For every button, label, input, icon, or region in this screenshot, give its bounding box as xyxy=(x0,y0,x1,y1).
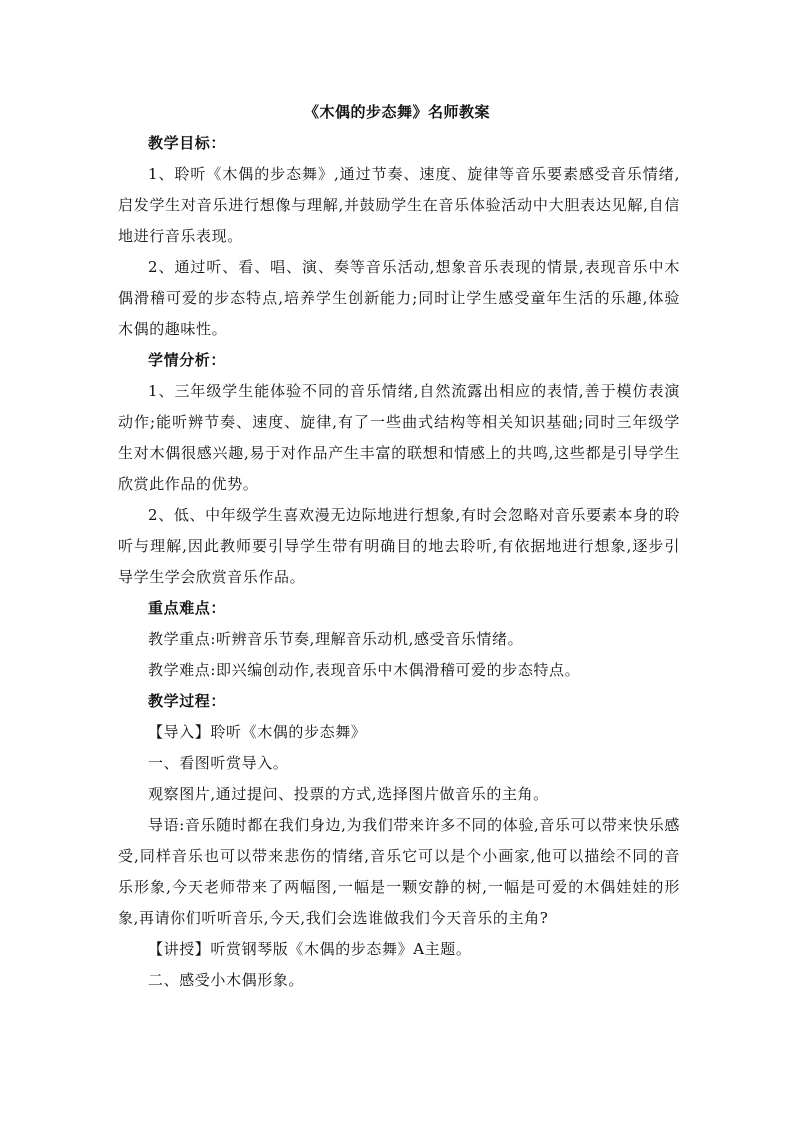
body-paragraph: 2、通过听、看、唱、演、奏等音乐活动,想象音乐表现的情景,表现音乐中木偶滑稽可爱的步态特点,培养学生创新能力;同时让学生感受童年生活的乐趣,体验木偶的趣味性。 xyxy=(118,258,680,338)
section-heading-key-points: 重点难点： xyxy=(148,599,227,617)
body-paragraph: 导语:音乐随时都在我们身边,为我们带来许多不同的体验,音乐可以带来快乐感受,同样音乐也可以带来悲伤的情绪,音乐它可以是个小画家,他可以描绘不同的音乐形象,今天老师带来了两幅图,一幅是一颗安静的树,一幅是可爱的木偶娃娃的形象,再请你们听听音乐,今天,我们会选谁做我们今天音乐的主角? xyxy=(118,816,680,927)
body-paragraph: 1、三年级学生能体验不同的音乐情绪,自然流露出相应的表情,善于模仿表演动作;能听辨节奏、速度、旋律,有了一些曲式结构等相关知识基础;同时三年级学生对木偶很感兴趣,易于对作品产生丰富的联想和情感上的共鸣,这些都是引导学生欣赏此作品的优势。 xyxy=(118,382,680,493)
section-heading-goals: 教学目标： xyxy=(148,134,227,152)
body-paragraph: 观察图片,通过提问、投票的方式,选择图片做音乐的主角。 xyxy=(148,785,549,803)
document-body xyxy=(118,128,680,996)
section-heading-analysis: 学情分析： xyxy=(148,351,227,369)
body-paragraph: 2、低、中年级学生喜欢漫无边际地进行想象,有时会忽略对音乐要素本身的聆听与理解,因此教师要引导学生带有明确目的地去聆听,有依据地进行想象,逐步引导学生学会欣赏音乐作品。 xyxy=(118,506,680,586)
body-paragraph: 【讲授】听赏钢琴版《木偶的步态舞》A主题。 xyxy=(148,940,472,958)
body-paragraph: 教学难点:即兴编创动作,表现音乐中木偶滑稽可爱的步态特点。 xyxy=(148,661,581,679)
body-paragraph: 教学重点:听辨音乐节奏,理解音乐动机,感受音乐情绪。 xyxy=(148,630,524,648)
body-paragraph: 【导入】聆听《木偶的步态舞》 xyxy=(148,723,367,741)
body-paragraph: 二、感受小木偶形象。 xyxy=(148,971,305,989)
body-paragraph: 一、看图听赏导入。 xyxy=(148,754,289,772)
document-title: 《木偶的步态舞》名师教案 xyxy=(303,103,490,121)
section-heading-process: 教学过程： xyxy=(148,692,227,710)
body-paragraph: 1、聆听《木偶的步态舞》,通过节奏、速度、旋律等音乐要素感受音乐情绪,启发学生对音乐进行想像与理解,并鼓励学生在音乐体验活动中大胆表达见解,自信地进行音乐表现。 xyxy=(118,165,680,245)
